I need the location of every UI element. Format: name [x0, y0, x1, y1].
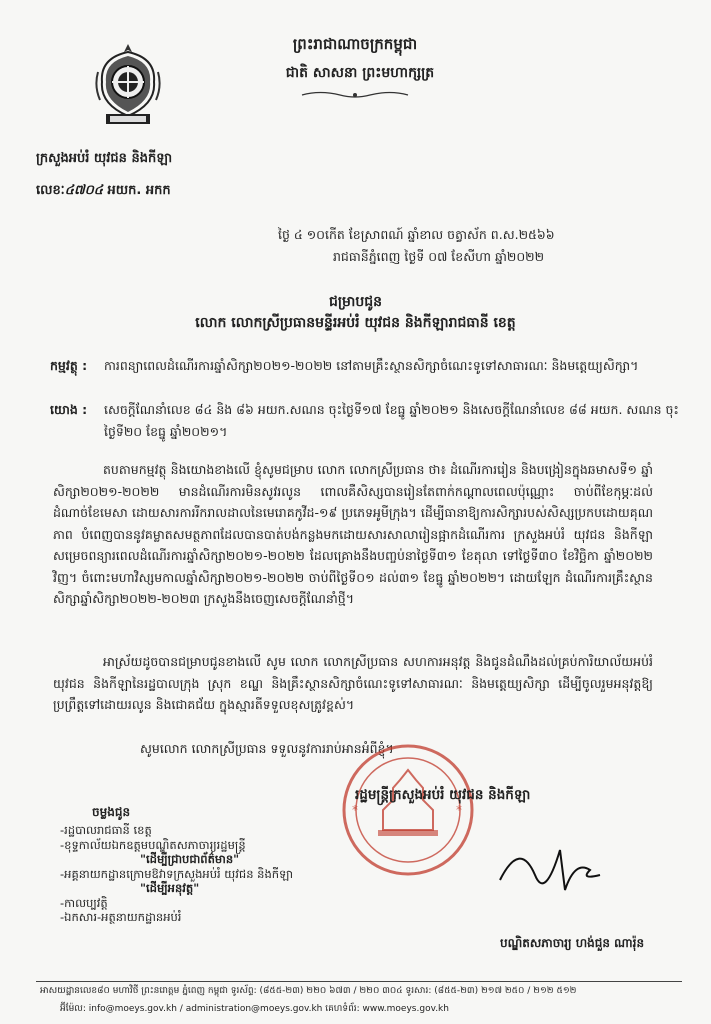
body-paragraph-1: តបតាមកម្មវត្ថុ និងយោងខាងលើ ខ្ញុំសូមជម្រាប លោក លោកស្រីប្រធាន ថា៖ ដំណើរការរៀន និងបង្រៀនក្នុងឆមាសទី១ ឆ្នាំសិក្សា២០២១-២០២២ មានដំណើរការមិនសូវរលូន ពោលគឺសិស្សបានរៀនតែពាក់កណ្តាលពេលប៉ុណ្ណោះ ចាប់ពីខែកុម្ភៈដល់ដំណាច់ខែមេសា ដោយសារការរីករាលដាលនៃមេរោគកូវីដ-១៩ ប្រភេទអូមីក្រុង។ ដើម្បីធានាឱ្យការសិក្សារបស់សិស្សប្រកបដោយគុណភាព បំពេញបាននូវគម្លាតសមត្ថភាពដែលបានបាត់បង់កន្លងមកដោយសារសាលារៀនផ្អាកដំណើរការ ក្រសួងអប់រំ យុវជន និងកីឡា សម្រេចពន្យារពេលដំណើរការឆ្នាំសិក្សា២០២១-២០២២ ដែលគ្រោងនឹងបញ្ចប់នាថ្ងៃទី៣១ ខែតុលា ទៅថ្ងៃទី៣០ ខែវិច្ឆិកា ឆ្នាំ២០២២ វិញ។ ចំពោះមហាវិស្សមកាលឆ្នាំសិក្សា២០២១-២០២២ ចាប់ពីថ្ងៃទី០១ ដល់៣១ ខែធ្នូ ឆ្នាំ២០២២។ ដោយឡែក ដំណើរការគ្រឹះស្ថានសិក្សាឆ្នាំសិក្សា២០២២-២០២៣ ក្រសួងនឹងចេញសេចក្តីណែនាំថ្មី។: [53, 462, 653, 606]
cc-item: -រដ្ឋបាលរាជធានី ខេត្ត: [60, 823, 152, 837]
svg-text:*: *: [352, 803, 358, 817]
lunar-date: ថ្ងៃ ៤ ១០កើត ខែស្រាពណ៍ ឆ្នាំខាល ចត្វាស័ក ព.ស.២៥៦៦: [278, 227, 555, 242]
cc-list: [60, 824, 293, 926]
footer-address: អាសយដ្ឋានលេខ៨០ មហាវិថី ព្រះនរោត្តម ភ្នំពេញ កម្ពុជា ទូរស័ព្ទ: (៨៥៥-២៣) ២២០ ៦៧៣ / ២២០ ៣០៤ ទូរសារ: (៨៥៥-២៣) ២១៧ ២៥០ / ២១២ ៥១២: [40, 986, 577, 996]
ref-suffix: អយក. អកក: [107, 183, 171, 198]
ref-number: ៤៧០៤: [64, 183, 104, 198]
signatory-title: រដ្ឋមន្ត្រីក្រសួងអប់រំ យុវជន និងកីឡា: [355, 787, 531, 803]
subject-row: [50, 355, 709, 377]
footer-contact: អ៊ីម៉ែល: info@moeys.gov.kh / administration@moeys.gov.kh គេហទំព័រ: www.moeys.gov.kh: [60, 1004, 449, 1014]
reference-text: សេចក្តីណែនាំលេខ ៨៤ និង ៨៦ អយក.សណន ចុះថ្ងៃទី១៧ ខែធ្នូ ឆ្នាំ២០២១ និងសេចក្តីណែនាំលេខ ៨៨ អយក. សណន ចុះថ្ងៃទី២០ ខែធ្នូ ឆ្នាំ២០២១។: [104, 402, 679, 439]
cc-item: -អគ្គនាយកដ្ឋានក្រោមឱវាទក្រសួងអប់រំ យុវជន និងកីឡា: [60, 866, 294, 881]
cc-note: "ដើម្បីអនុវត្ត": [140, 881, 200, 895]
subject-label: កម្មវត្ថុ :: [50, 358, 88, 373]
signatory-name: បណ្ឌិតសភាចារ្យ ហង់ជួន ណារ៉ុន: [500, 936, 645, 950]
ministry-name: ក្រសួងអប់រំ យុវជន និងកីឡា: [36, 151, 173, 166]
ref-prefix: លេខៈ: [36, 183, 65, 198]
addressee-heading: ជម្រាបជូន: [328, 294, 383, 310]
cc-item: -កាលប្បវត្តិ: [60, 895, 108, 910]
kingdom-title: ព្រះរាជាណាចក្រកម្ពុជា: [292, 35, 418, 53]
cc-note: "ដើម្បីជ្រាបជាព័ត៌មាន": [140, 852, 240, 866]
handwritten-signature: [490, 820, 610, 910]
addressee-title: លោក លោកស្រីប្រធានមន្ទីរអប់រំ យុវជន និងកីឡារាជធានី ខេត្ត: [195, 315, 516, 331]
svg-text:*: *: [456, 803, 462, 817]
national-motto: ជាតិ សាសនា ព្រះមហាក្សត្រ: [285, 65, 435, 81]
reference-row: [50, 399, 709, 443]
reference-number: [36, 182, 171, 201]
footer-divider: [36, 981, 682, 982]
ornament-divider-icon: [300, 90, 410, 100]
official-seal-icon: [338, 740, 478, 880]
subject-text: ការពន្យាពេលដំណើរការឆ្នាំសិក្សា២០២១-២០២២ នៅតាមគ្រឹះស្ថានសិក្សាចំណេះទូទៅសាធារណៈ និងមត្តេយ្យសិក្សា។: [104, 358, 639, 373]
closing-line: សូមលោក លោកស្រីប្រធាន ទទួលនូវការរាប់អានអំពីខ្ញុំ។: [140, 741, 394, 756]
cc-heading: ចម្លងជូន: [92, 805, 131, 819]
reference-label: យោង :: [50, 402, 88, 417]
ministry-emblem-icon: [92, 42, 164, 134]
solar-date: រាជធានីភ្នំពេញ ថ្ងៃទី ០៧ ខែសីហា ឆ្នាំ២០២២: [333, 249, 545, 264]
cc-item: -ខុទ្ទកាល័យឯកឧត្តមបណ្ឌិតសភាចារ្យរដ្ឋមន្ត្រី: [60, 837, 246, 852]
cc-item: -ឯកសារ-អត្ថនាយកដ្ឋានអប់រំ: [60, 910, 182, 924]
body-paragraph-2: អាស្រ័យដូចបានជម្រាបជូនខាងលើ សូម លោក លោកស្រីប្រធាន សហការអនុវត្ត និងជូនដំណឹងដល់គ្រប់ការិយាល័យអប់រំ យុវជន និងកីឡានៃរដ្ឋបាលក្រុង ស្រុក ខណ្ឌ និងគ្រឹះស្ថានសិក្សាចំណេះទូទៅសាធារណៈ និងមត្តេយ្យសិក្សា ដើម្បីចូលរួមអនុវត្តឱ្យប្រព្រឹត្តទៅដោយរលូន និងជោគជ័យ ក្នុងស្មារតីទទួលខុសត្រូវខ្ពស់។: [53, 654, 653, 712]
